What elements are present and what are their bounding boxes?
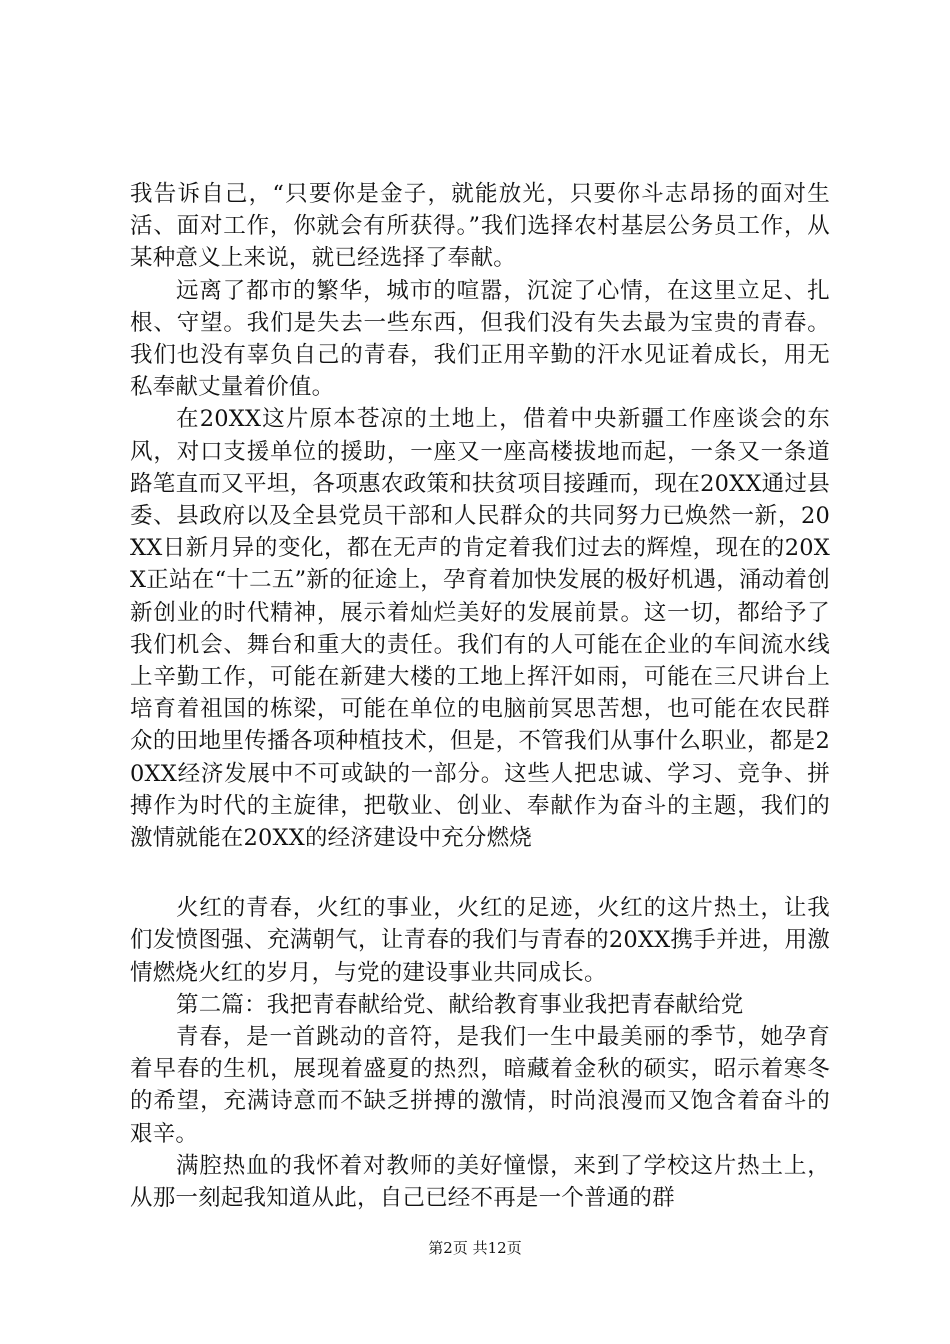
paragraph-gap	[130, 854, 830, 892]
page-number-footer: 第2页 共12页	[428, 1239, 522, 1257]
paragraph-6: 满腔热血的我怀着对教师的美好憧憬，来到了学校这片热土上，从那一刻起我知道从此，自己已经不再是一个普通的群	[130, 1152, 830, 1212]
document-body	[130, 178, 830, 1214]
paragraph-5: 青春，是一首跳动的音符，是我们一生中最美丽的季节，她孕育着早春的生机，展现着盛夏的热烈，暗藏着金秋的硕实，昭示着寒冬的希望，充满诗意而不缺乏拼搏的激情，时尚浪漫而又饱含着奋斗的艰辛。	[130, 1024, 830, 1147]
paragraph-1: 我告诉自己，“只要你是金子，就能放光，只要你斗志昂扬的面对生活、面对工作，你就会有所获得。”我们选择农村基层公务员工作，从某种意义上来说，就已经选择了奉献。	[130, 181, 830, 272]
paragraph-4: 火红的青春，火红的事业，火红的足迹，火红的这片热土，让我们发愤图强、充满朝气，让青春的我们与青春的20XX携手并进，用激情燃烧火红的岁月，与党的建设事业共同成长。	[130, 895, 830, 986]
section-heading: 第二篇：我把青春献给党、献给教育事业我把青春献给党	[176, 991, 744, 1018]
paragraph-2: 远离了都市的繁华，城市的喧嚣，沉淀了心情，在这里立足、扎根、守望。我们是失去一些东西，但我们没有失去最为宝贵的青春。我们也没有辜负自己的青春，我们正用辛勤的汗水见证着成长，用无私奉献丈量着价值。	[130, 277, 830, 401]
paragraph-3: 在20XX这片原本苍凉的土地上，借着中央新疆工作座谈会的东风，对口支援单位的援助，一座又一座高楼拔地而起，一条又一条道路笔直而又平坦，各项惠农政策和扶贫项目接踵而，现在20XX通过县委、县政府以及全县党员干部和人民群众的共同努力已焕然一新，20XX日新月异的变化，都在无声的肯定着我们过去的辉煌，现在的20XX正站在“十二五”新的征途上，孕育着加快发展的极好机遇，涌动着创新创业的时代精神，展示着灿烂美好的发展前景。这一切，都给予了我们机会、舞台和重大的责任。我们有的人可能在企业的车间流水线上辛勤工作，可能在新建大楼的工地上挥汗如雨，可能在三尺讲台上培育着祖国的栋梁，可能在单位的电脑前冥思苦想，也可能在农民群众的田地里传播各项种植技术，但是，不管我们从事什么职业，都是20XX经济发展中不可或缺的一部分。这些人把忠诚、学习、竞争、拼搏作为时代的主旋律，把敬业、创业、奉献作为奋斗的主题，我们的激情就能在20XX的经济建设中充分燃烧	[130, 406, 830, 852]
